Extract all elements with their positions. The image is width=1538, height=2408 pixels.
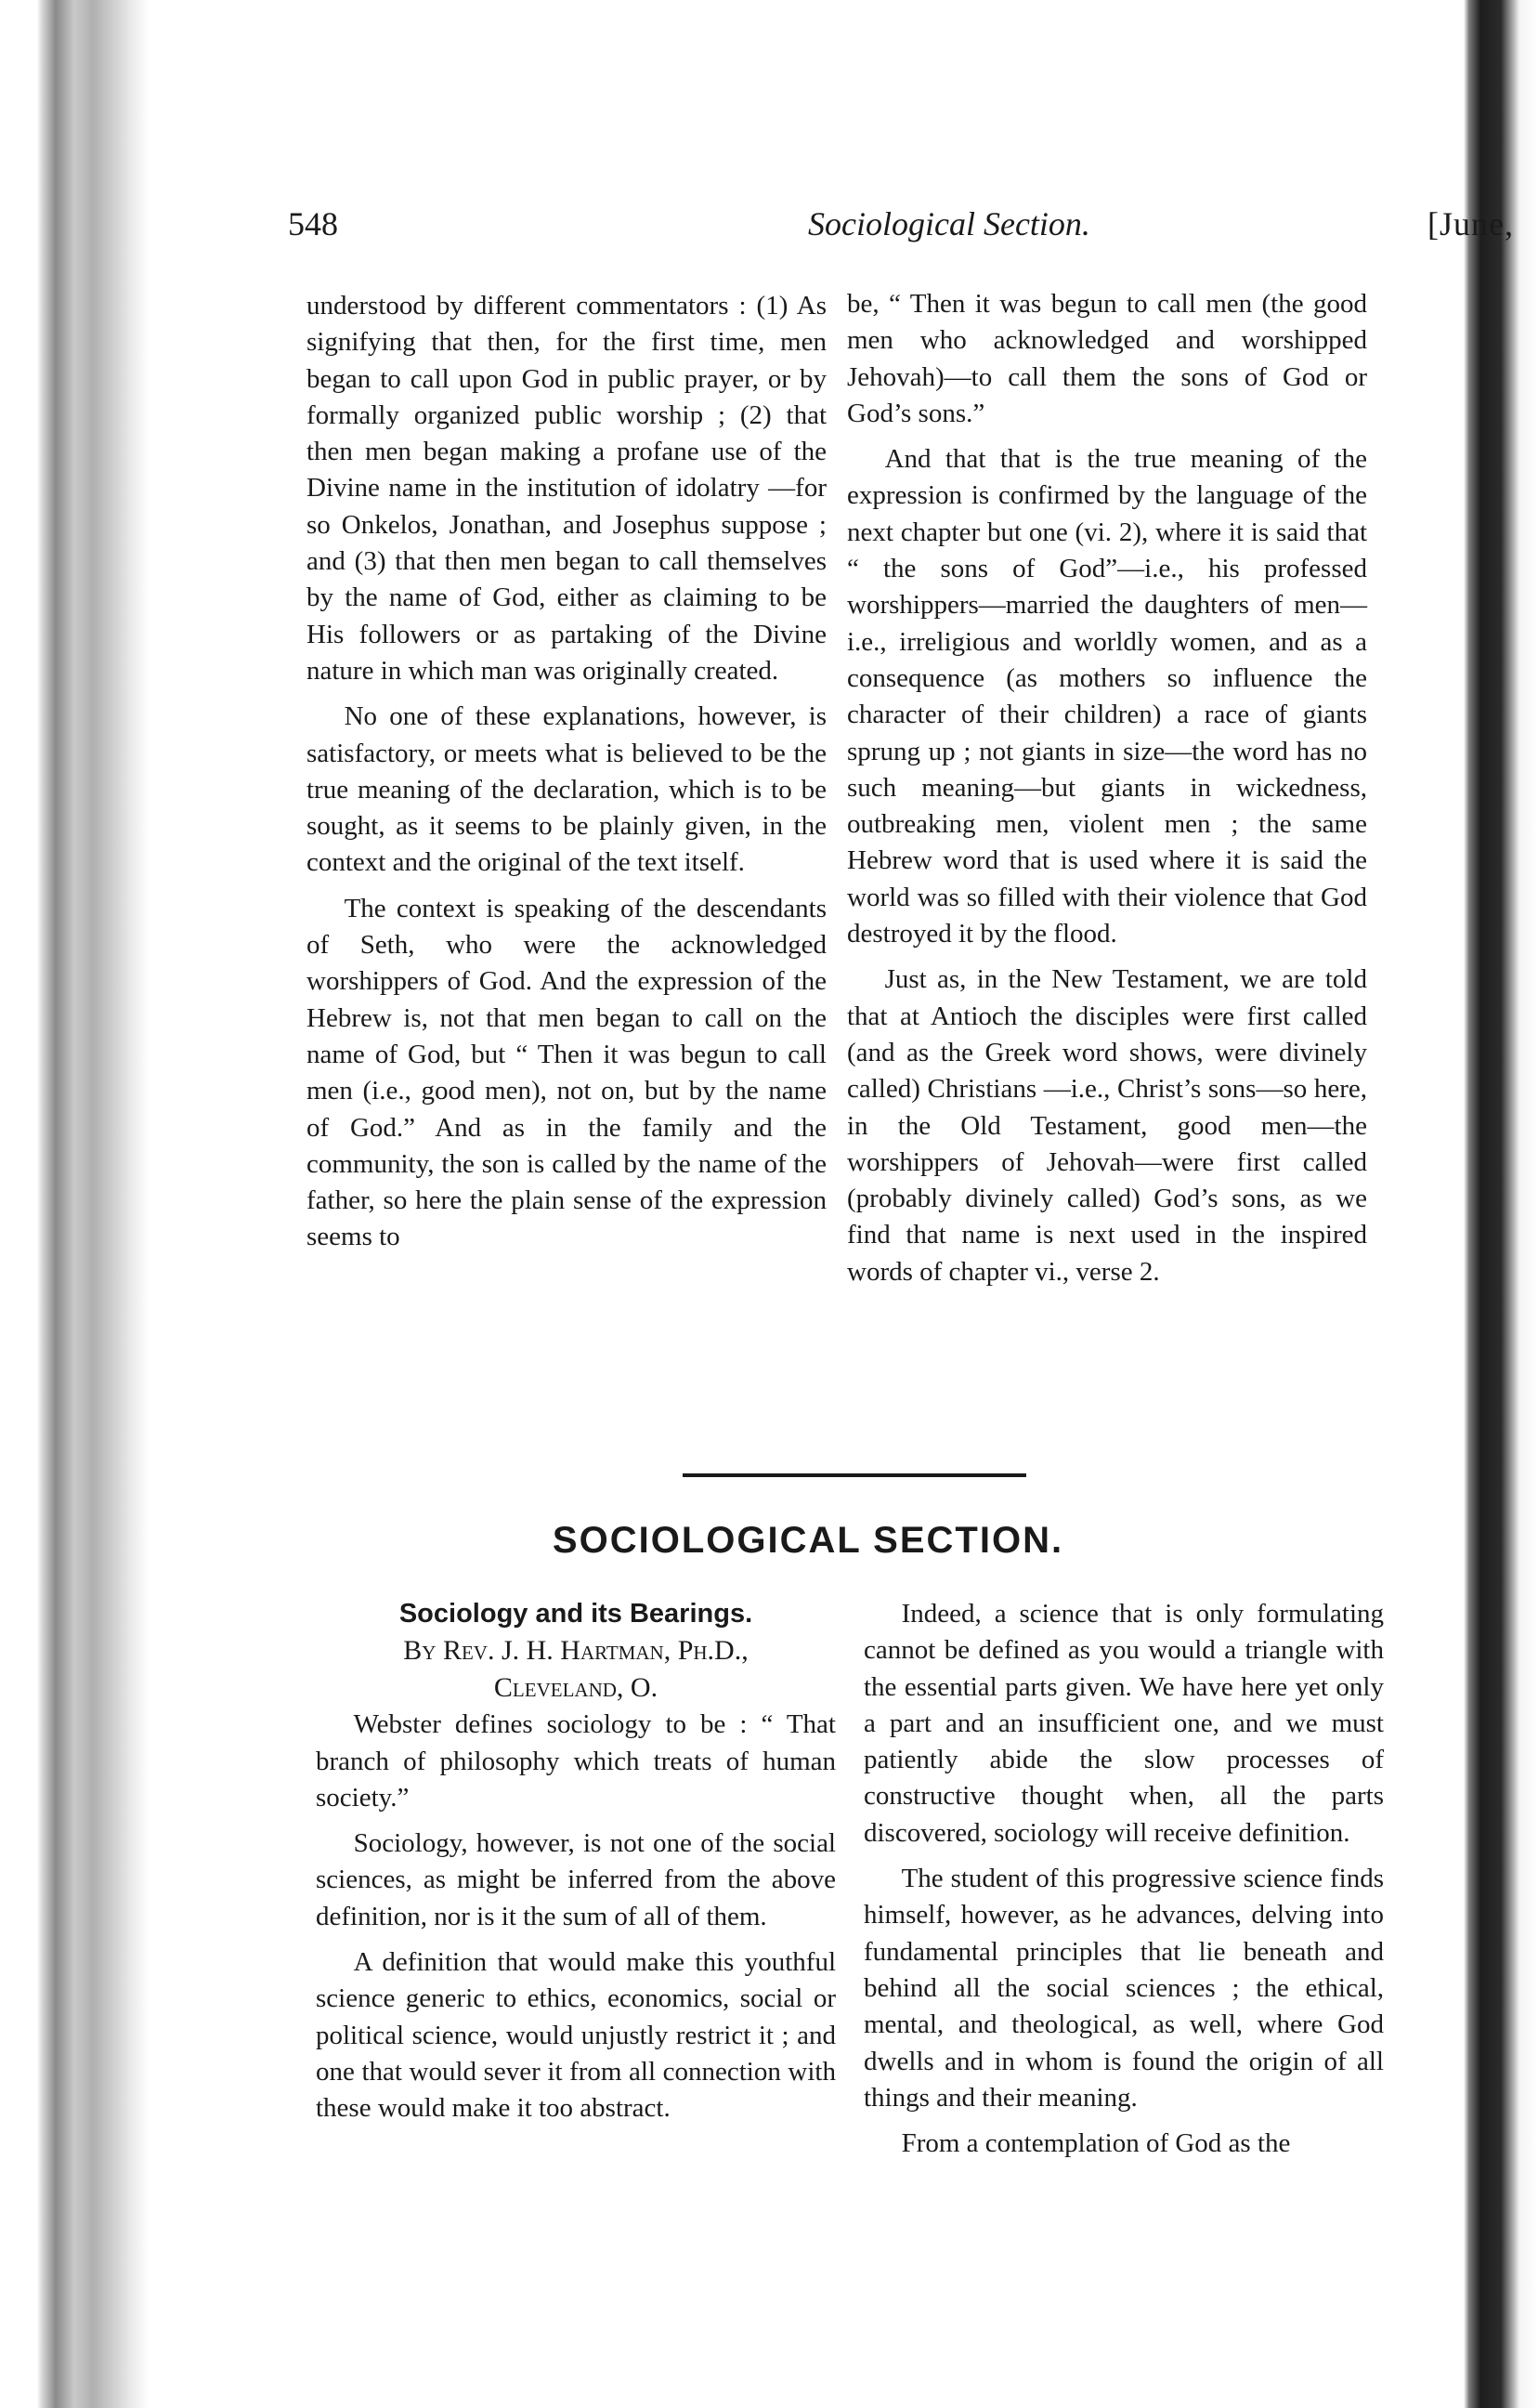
- article-title: Sociology and its Bearings.: [398, 1599, 753, 1629]
- section-title: SOCIOLOGICAL SECTION.: [552, 1520, 1064, 1561]
- section-divider-rule: [683, 1473, 1026, 1477]
- book-page: [149, 56, 1514, 2350]
- page-gutter-left: [0, 0, 149, 2408]
- page-header: [288, 204, 1514, 260]
- running-head: Sociological Section.: [808, 205, 1090, 242]
- paragraph: And that that is the true meaning of the expression is confirmed by the language of the next chapter but one (vi. 2), where it is said that “ the sons of God”—i.e., his professed worshippers—married the daughters of men—i.e., irreligious and worldly women, and as a consequence (as mothers so influence the character of their children) a race of giants sprung up ; not giants in size—the word has no such meaning—but giants in wickedness, outbreaking men, violent men ; the same Hebrew word that is used where it is said the world was so filled with their violence that God destroyed it by the flood.: [847, 444, 1367, 949]
- header-month: [June,: [1427, 205, 1514, 242]
- paragraph: No one of these explanations, however, is satisfactory, or meets what is believed to be the true meaning of the declaration, which is to be sought, as it seems to be plainly given, in the context and the original of the text itself.: [306, 701, 827, 878]
- page-edge-right: [1464, 0, 1538, 2408]
- paragraph: Indeed, a science that is only formulating cannot be defined as you would a triangle with the essential parts given. We have here yet only a part and an insufficient one, and we must patiently abide the slow processes of constructive thought when, all the parts discovered, sociology will receive definition.: [864, 1599, 1384, 1848]
- paragraph: understood by different commentators : (1) As signifying that then, for the first time, men began to call upon God in public prayer, or by formally organized public worship ; (2) that then men began making a profane use of the Divine name in the institution of idolatry —for so Onkelos, Jonathan, and Josephus suppose ; and (3) that then men began to call themselves by the name of God, either as claiming to be His followers or as partaking of the Divine nature in which man was originally created.: [306, 291, 827, 686]
- paragraph: Sociology, however, is not one of the social sciences, as might be inferred from the above definition, nor is it the sum of all of them.: [316, 1828, 836, 1931]
- page-number: 548: [288, 205, 338, 242]
- article-byline: By Rev. J. H. Hartman, Ph.D.,: [403, 1635, 749, 1667]
- paragraph: From a contemplation of God as the: [901, 2128, 1291, 2159]
- paragraph: The context is speaking of the descendants of Seth, who were the acknowledged worshippers of God. And the expression of the Hebrew is, not that men began to call on the name of God, but “ Then it was begun to call men (i.e., good men), not on, but by the name of God.” And as in the family and the community, the son is called by the name of the father, so here the plain sense of the expression seems to: [306, 893, 827, 1252]
- paragraph: be, “ Then it was begun to call men (the good men who acknowledged and worshipped Jehovah)—to call them the sons of God or God’s sons.”: [847, 289, 1367, 428]
- column-right-upper: [847, 286, 1367, 1290]
- column-left-lower: [316, 1596, 836, 2127]
- paragraph: Just as, in the New Testament, we are told that at Antioch the disciples were first called (and as the Greek word shows, were divinely called) Christians —i.e., Christ’s sons—so here, in the Old Testament, good men—the worshippers of Jehovah—were first called (probably divinely called) God’s sons, as we find that name is next used in the inspired words of chapter vi., verse 2.: [847, 964, 1367, 1287]
- column-right-lower: [864, 1596, 1384, 2162]
- paragraph: A definition that would make this youthful science generic to ethics, economics, social or political science, would unjustly restrict it ; and one that would sever it from all connection with these would make it too abstract.: [316, 1947, 836, 2124]
- article-byline-place: Cleveland, O.: [493, 1672, 658, 1704]
- paragraph: The student of this progressive science finds himself, however, as he advances, delving into fundamental principles that lie beneath and behind all the social sciences ; the ethical, mental, and theological, as well, where God dwells and in whom is found the origin of all things and their meaning.: [864, 1864, 1384, 2113]
- paragraph: Webster defines sociology to be : “ That branch of philosophy which treats of human society.”: [316, 1709, 836, 1813]
- column-left-upper: [306, 288, 827, 1256]
